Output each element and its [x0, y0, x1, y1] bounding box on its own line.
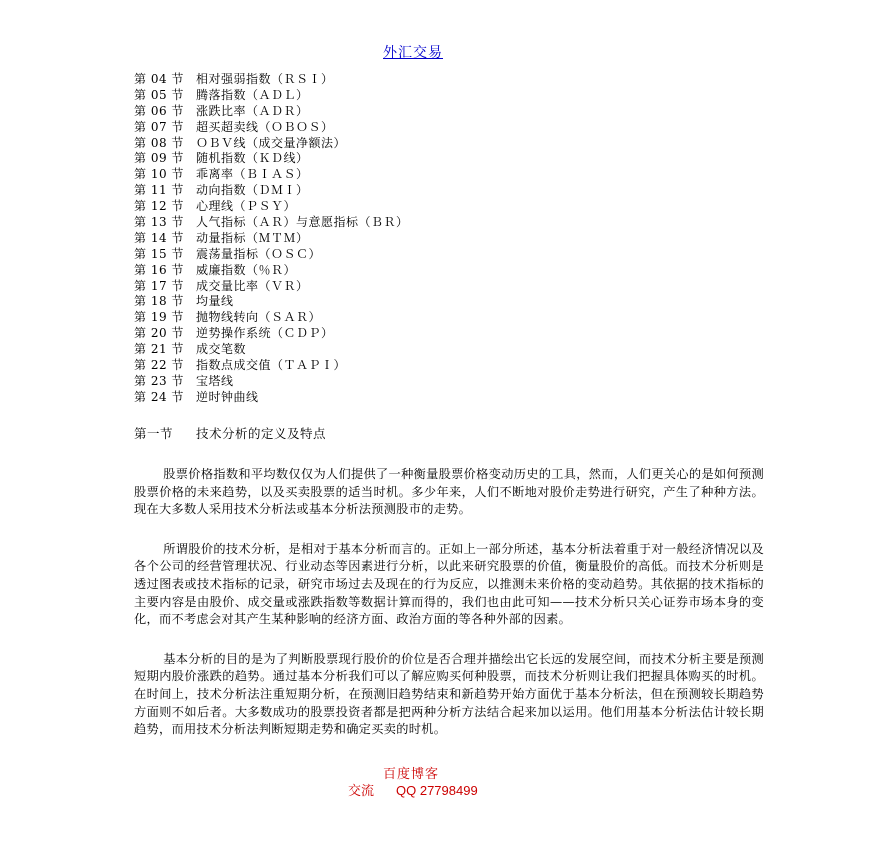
toc-item: [134, 151, 409, 167]
toc-item-title: 随机指数（ＫＤ线）: [196, 151, 309, 166]
toc-item-title: 威廉指数（％Ｒ）: [196, 262, 297, 277]
toc-item: [134, 215, 409, 231]
toc-item-number: 第 16 节: [134, 262, 184, 277]
toc-item-title: 逆时钟曲线: [196, 389, 259, 404]
toc-item: [134, 72, 409, 88]
toc-item-title: 成交笔数: [196, 342, 247, 357]
toc-item-number: 第 11 节: [134, 183, 184, 198]
toc-item-title: 心理线（ＰＳＹ）: [196, 199, 297, 214]
toc-item-number: 第 20 节: [134, 326, 184, 341]
toc-item-number: 第 24 节: [134, 389, 184, 404]
section-number: 第一节: [134, 426, 174, 441]
toc-item: [134, 247, 409, 263]
baidu-blog-label: 百度博客: [383, 767, 440, 782]
toc-item-title: 腾落指数（ＡＤＬ）: [196, 87, 309, 102]
forex-trading-link[interactable]: 外汇交易: [383, 45, 443, 61]
toc-item: [134, 104, 409, 120]
toc-item-number: 第 19 节: [134, 310, 184, 325]
toc-item-title: 人气指标（ＡＲ）与意愿指标（ＢＲ）: [196, 215, 409, 230]
section-heading: [134, 424, 326, 442]
section-title: 技术分析的定义及特点: [196, 426, 327, 441]
toc-item-title: 超买超卖线（ＯＢＯＳ）: [196, 119, 334, 134]
toc-item-title: 逆势操作系统（ＣＤＰ）: [196, 326, 334, 341]
toc-item-number: 第 12 节: [134, 199, 184, 214]
toc-item: [134, 294, 409, 310]
toc-item-title: 乖离率（ＢＩＡＳ）: [196, 167, 309, 182]
toc-item: [134, 342, 409, 358]
toc-item-title: 相对强弱指数（ＲＳＩ）: [196, 72, 334, 86]
toc-item: [134, 199, 409, 215]
toc-item-number: 第 22 节: [134, 358, 184, 373]
toc-item-number: 第 09 节: [134, 151, 184, 166]
toc-item-number: 第 10 节: [134, 167, 184, 182]
toc-item-number: 第 08 节: [134, 135, 184, 150]
toc-item-number: 第 05 节: [134, 87, 184, 102]
toc-item-number: 第 21 节: [134, 342, 184, 357]
toc-item-title: 动量指标（ＭＴＭ）: [196, 230, 309, 245]
toc-item: [134, 183, 409, 199]
paragraph: 所谓股价的技术分析，是相对于基本分析而言的。正如上一部分所述，基本分析法着重于对一般经济情况以及各个公司的经营管理状况、行业动态等因素进行分析，以此来研究股票的价值，衡量股价的高低。而技术分析则是透过图表或技术指标的记录，研究市场过去及现在的行为反应，以推测未来价格的变动趋势。其依据的技术指标的主要内容是由股价、成交量或涨跌指数等数据计算而得的，我们也由此可知——技术分析只关心证券市场本身的变化，而不考虑会对其产生某种影响的经济方面、政治方面的等各种外部的因素。: [134, 541, 764, 627]
paragraph: 基本分析的目的是为了判断股票现行股价的价位是否合理并描绘出它长远的发展空间，而技术分析主要是预测短期内股价涨跌的趋势。通过基本分析我们可以了解应购买何种股票，而技术分析则让我们把握具体购买的时机。在时间上，技术分析法注重短期分析，在预测旧趋势结束和新趋势开始方面优于基本分析法，但在预测较长期趋势方面则不如后者。大多数成功的股票投资者都是把两种分析方法结合起来加以运用。他们用基本分析法估计较长期趋势，而用技术分析法判断短期走势和确定买卖的时机。: [134, 651, 764, 737]
toc-item-title: 成交量比率（ＶＲ）: [196, 278, 309, 293]
toc-item-number: 第 13 节: [134, 215, 184, 230]
body-text: [134, 466, 764, 761]
toc-item-title: 涨跌比率（ＡＤＲ）: [196, 103, 309, 118]
toc-item-title: ＯＢＶ线（成交量净额法）: [196, 135, 347, 150]
toc-item: [134, 390, 409, 406]
toc-item-title: 宝塔线: [196, 373, 234, 388]
toc-item-title: 动向指数（ＤＭＩ）: [196, 183, 309, 198]
toc-item-title: 震荡量指标（ＯＳＣ）: [196, 246, 322, 261]
toc-item-number: 第 04 节: [134, 72, 184, 86]
toc-item-number: 第 06 节: [134, 103, 184, 118]
toc-item-number: 第 17 节: [134, 278, 184, 293]
paragraph: 股票价格指数和平均数仅仅为人们提供了一种衡量股票价格变动历史的工具，然而，人们更关心的是如何预测股票价格的未来趋势，以及买卖股票的适当时机。多少年来，人们不断地对股价走势进行研究，产生了种种方法。现在大多数人采用技术分析法或基本分析法预测股市的走势。: [134, 467, 764, 517]
table-of-contents: [134, 72, 409, 406]
toc-item: [134, 88, 409, 104]
toc-item: [134, 231, 409, 247]
toc-item: [134, 120, 409, 136]
toc-item-number: 第 15 节: [134, 246, 184, 261]
toc-item-title: 指数点成交值（ＴＡＰＩ）: [196, 358, 347, 373]
toc-item-number: 第 14 节: [134, 230, 184, 245]
toc-item: [134, 374, 409, 390]
toc-item: [134, 263, 409, 279]
toc-item-title: 均量线: [196, 294, 234, 309]
toc-item: [134, 326, 409, 342]
contact-label: 交流: [348, 784, 375, 799]
toc-item-number: 第 07 节: [134, 119, 184, 134]
toc-item-title: 抛物线转向（ＳＡＲ）: [196, 310, 322, 325]
contact-line: [348, 780, 478, 799]
toc-item: [134, 279, 409, 295]
toc-item-number: 第 23 节: [134, 373, 184, 388]
toc-item-number: 第 18 节: [134, 294, 184, 309]
toc-item: [134, 310, 409, 326]
toc-item: [134, 358, 409, 374]
toc-item: [134, 136, 409, 152]
qq-number: QQ 27798499: [396, 783, 478, 798]
toc-item: [134, 167, 409, 183]
